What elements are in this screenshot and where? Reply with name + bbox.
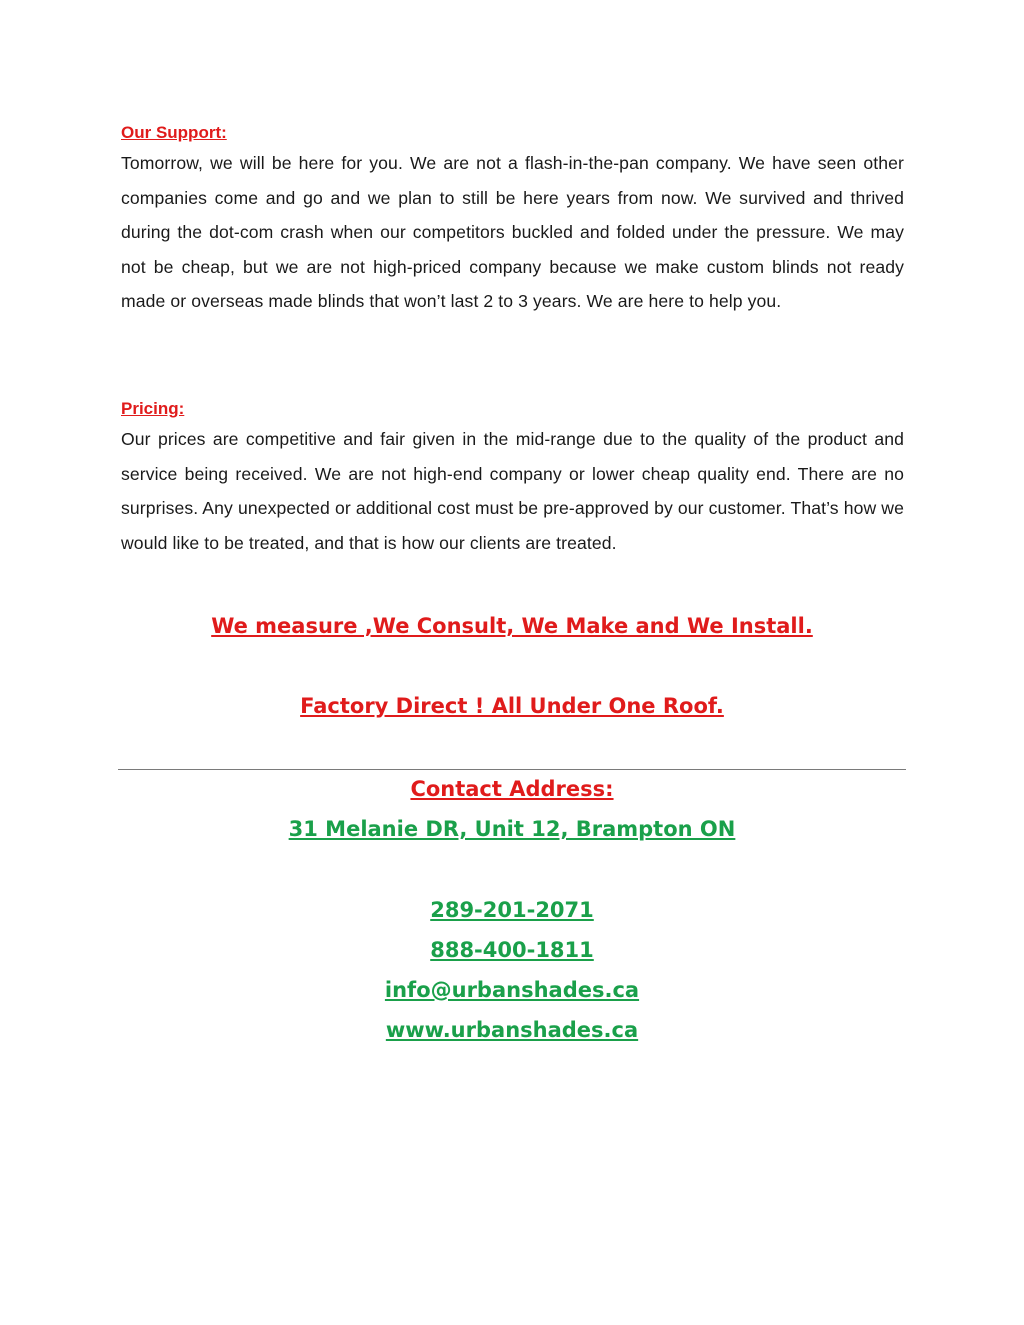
- email-link[interactable]: info@urbanshades.ca: [384, 978, 640, 1002]
- contact-address: 31 Melanie DR, Unit 12, Brampton ON: [288, 817, 736, 841]
- pricing-section: [121, 399, 904, 560]
- phone-number-toll-free[interactable]: 888-400-1811: [430, 938, 594, 962]
- support-paragraph: Tomorrow, we will be here for you. We are not a flash-in-the-pan company. We have seen other companies come and go and we plan to still be here years from now. We survived and thrived during the dot-com crash when our competitors buckled and folded under the pressure. We may not be cheap, but we are not high-priced company because we make custom blinds not ready made or overseas made blinds that won’t last 2 to 3 years. We are here to help you.: [121, 153, 904, 312]
- pricing-paragraph: Our prices are competitive and fair given in the mid-range due to the quality of the product and service being received. We are not high-end company or lower cheap quality end. There are no surprises. Any unexpected or additional cost must be pre-approved by our customer. That’s how we would like to be treated, and that is how our clients are treated.: [121, 429, 904, 553]
- section-divider: [118, 769, 906, 770]
- website-link[interactable]: www.urbanshades.ca: [385, 1018, 639, 1042]
- factory-direct-tagline: Factory Direct ! All Under One Roof.: [300, 694, 724, 718]
- support-section: [121, 123, 904, 319]
- pricing-heading: Pricing:: [121, 399, 185, 418]
- support-heading: Our Support:: [121, 123, 227, 142]
- contact-heading: Contact Address:: [410, 777, 614, 801]
- phone-number-primary[interactable]: 289-201-2071: [430, 898, 594, 922]
- services-tagline: We measure ,We Consult, We Make and We Install.: [211, 614, 813, 638]
